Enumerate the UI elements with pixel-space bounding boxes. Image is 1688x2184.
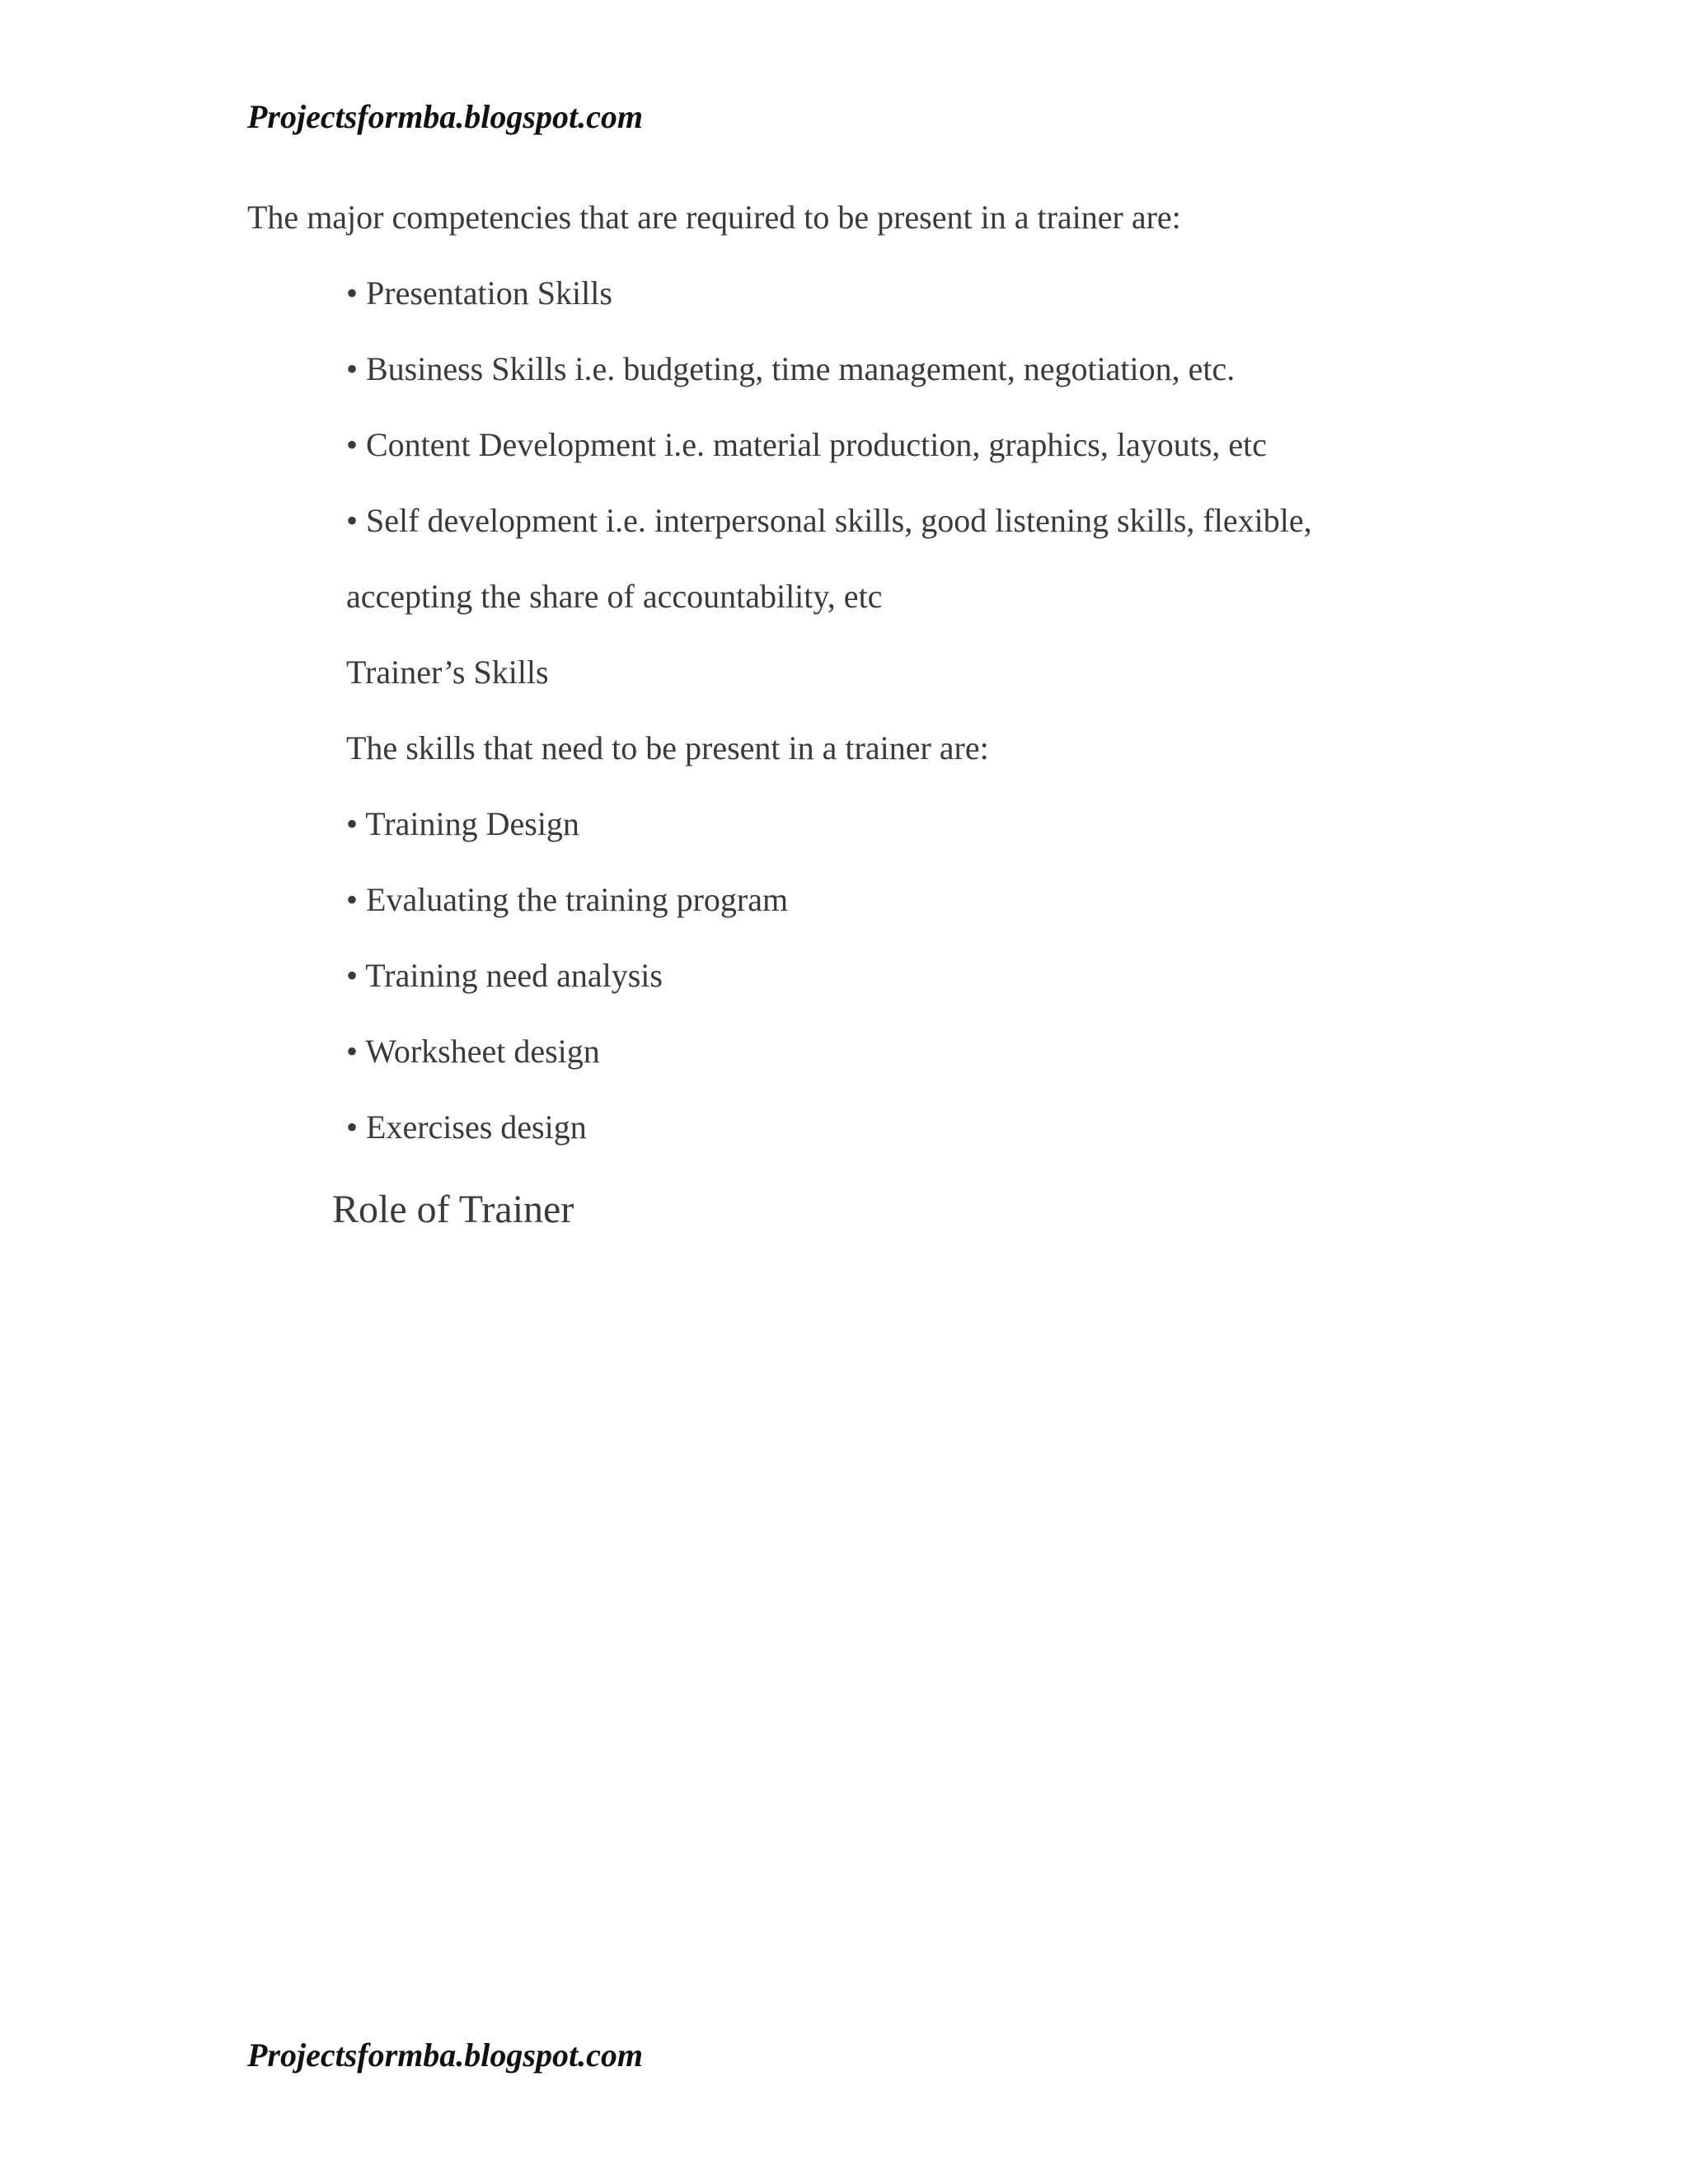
skill-item: • Training Design xyxy=(346,805,579,842)
competency-item: • Presentation Skills xyxy=(346,274,612,312)
skill-item: • Exercises design xyxy=(346,1108,587,1146)
skills-section-intro: The skills that need to be present in a trainer are: xyxy=(346,729,989,766)
competency-item: • Self development i.e. interpersonal skills, good listening skills, flexible, xyxy=(346,502,1312,539)
skills-section-title: Trainer’s Skills xyxy=(346,654,549,691)
skill-item: • Training need analysis xyxy=(346,957,663,994)
page-footer: Projectsformba.blogspot.com xyxy=(247,2036,643,2074)
page-header: Projectsformba.blogspot.com xyxy=(247,98,643,135)
role-of-trainer-heading: Role of Trainer xyxy=(332,1188,574,1231)
competency-item: • Business Skills i.e. budgeting, time management, negotiation, etc. xyxy=(346,350,1236,387)
skill-item: • Evaluating the training program xyxy=(346,881,789,918)
skill-item: • Worksheet design xyxy=(346,1033,600,1070)
competencies-intro: The major competencies that are required to be present in a trainer are: xyxy=(247,199,1181,236)
competency-item-continuation: accepting the share of accountability, etc xyxy=(346,578,883,615)
competency-item: • Content Development i.e. material production, graphics, layouts, etc xyxy=(346,426,1268,463)
